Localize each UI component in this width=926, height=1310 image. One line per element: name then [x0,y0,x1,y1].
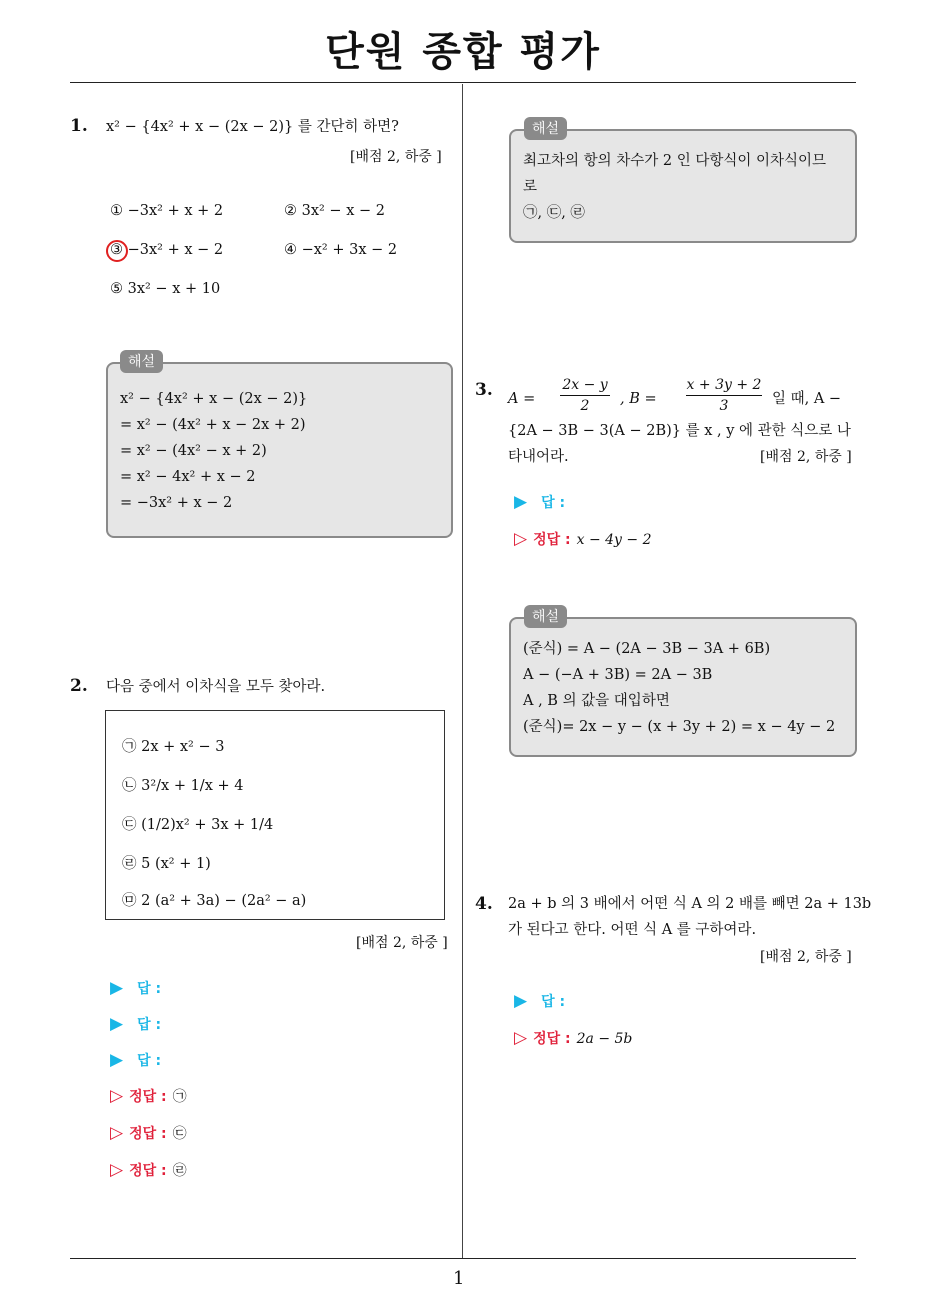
explanation-3-line: (준식)= 2x − y − (x + 3y + 2) = x − 4y − 2 [523,719,836,735]
question-1-score: [배점 2, 하중 ] [350,149,442,165]
correct-answer-row: ▷ 정답 : x − 4y − 2 [514,529,652,549]
explanation-tag-3: 해설 [524,605,567,628]
answer-row[interactable]: ▶ 답 : [514,991,566,1011]
correct-answer-row: ▷ 정답 : 2a − 5b [514,1028,633,1048]
top-rule [70,82,856,83]
answer-row[interactable]: ▶ 답 : [110,1050,162,1070]
question-1-number: 1. [70,116,88,136]
question-2-text: 다음 중에서 이차식을 모두 찾아라. [106,679,326,695]
explanation-1-line: = −3x² + x − 2 [120,495,233,511]
question-3-b-equals: , B = [620,391,657,407]
page-title: 단원 종합 평가 [325,29,601,75]
question-4-score: [배점 2, 하중 ] [760,949,852,965]
choice-2[interactable]: ② 3x² − x − 2 [284,203,385,219]
correct-arrow-icon: ▷ [110,1123,124,1143]
question-4-number: 4. [475,894,493,914]
answer-arrow-icon: ▶ [514,991,528,1011]
answer-arrow-icon: ▶ [514,492,528,512]
fraction-2 [686,377,762,414]
option-item: ㉡ 3²/x + 1/x + 4 [122,778,244,794]
answer-arrow-icon: ▶ [110,978,124,998]
option-item: ㉤ 2 (a² + 3a) − (2a² − a) [122,893,307,909]
explanation-3-line: (준식) = A − (2A − 3B − 3A + 6B) [523,641,771,657]
question-3-text: 타내어라. [508,449,569,465]
question-3-number: 3. [475,380,493,400]
answer-row[interactable]: ▶ 답 : [514,492,566,512]
question-2-number: 2. [70,676,88,696]
correct-answer-row: ▷ 정답 : ㉠ [110,1086,187,1106]
correct-arrow-icon: ▷ [514,529,528,549]
option-item: ㉢ (1/2)x² + 3x + 1/4 [122,817,274,833]
correct-arrow-icon: ▷ [514,1028,528,1048]
fraction-1-numerator: 2x − y [560,377,610,396]
question-3-text-end: 일 때, A − [772,391,842,407]
fraction-1-denominator: 2 [580,398,590,414]
explanation-1-line: = x² − 4x² + x − 2 [120,469,256,485]
explanation-1-line: = x² − (4x² + x − 2x + 2) [120,417,306,433]
explanation-tag-2: 해설 [524,117,567,140]
explanation-tag-1: 해설 [120,350,163,373]
explanation-3-line: A − (−A + 3B) = 2A − 3B [523,667,713,683]
choice-1[interactable]: ① −3x² + x + 2 [110,203,224,219]
answer-arrow-icon: ▶ [110,1050,124,1070]
question-3-a-equals: A = [508,391,536,407]
question-4-text: 2a + b 의 3 배에서 어떤 식 A 의 2 배를 빼면 2a + 13b [508,896,872,912]
explanation-1-line: x² − {4x² + x − (2x − 2)} [120,391,308,407]
explanation-2-line: ㉠, ㉢, ㉣ [523,205,585,221]
column-divider [462,84,463,1258]
choice-4[interactable]: ④ −x² + 3x − 2 [284,242,398,258]
explanation-1-line: = x² − (4x² − x + 2) [120,443,267,459]
explanation-2-line: 로 [523,179,538,195]
option-item: ㉠ 2x + x² − 3 [122,739,225,755]
answer-row[interactable]: ▶ 답 : [110,978,162,998]
option-item: ㉣ 5 (x² + 1) [122,856,211,872]
choice-5[interactable]: ⑤ 3x² − x + 10 [110,281,221,297]
explanation-3-line: A , B 의 값을 대입하면 [523,693,670,709]
page-number: 1 [453,1268,465,1289]
fraction-1 [560,377,610,414]
correct-arrow-icon: ▷ [110,1086,124,1106]
question-1-text: x² − {4x² + x − (2x − 2)} 를 간단히 하면? [106,119,399,135]
answer-row[interactable]: ▶ 답 : [110,1014,162,1034]
fraction-2-denominator: 3 [719,398,729,414]
question-2-score: [배점 2, 하중 ] [356,935,448,951]
bottom-rule [70,1258,856,1259]
question-4-text: 가 된다고 한다. 어떤 식 A 를 구하여라. [508,922,757,938]
correct-arrow-icon: ▷ [110,1160,124,1180]
question-3-text: {2A − 3B − 3(A − 2B)} 를 x , y 에 관한 식으로 나 [508,423,851,439]
explanation-2-line: 최고차의 항의 차수가 2 인 다항식이 이차식이므 [523,153,827,169]
selected-answer-circle [106,240,128,262]
fraction-2-numerator: x + 3y + 2 [686,377,762,396]
correct-answer-row: ▷ 정답 : ㉢ [110,1123,187,1143]
correct-answer-row: ▷ 정답 : ㉣ [110,1160,187,1180]
question-3-score: [배점 2, 하중 ] [760,449,852,465]
answer-arrow-icon: ▶ [110,1014,124,1034]
choice-3[interactable]: ③ −3x² + x − 2 [110,242,224,258]
